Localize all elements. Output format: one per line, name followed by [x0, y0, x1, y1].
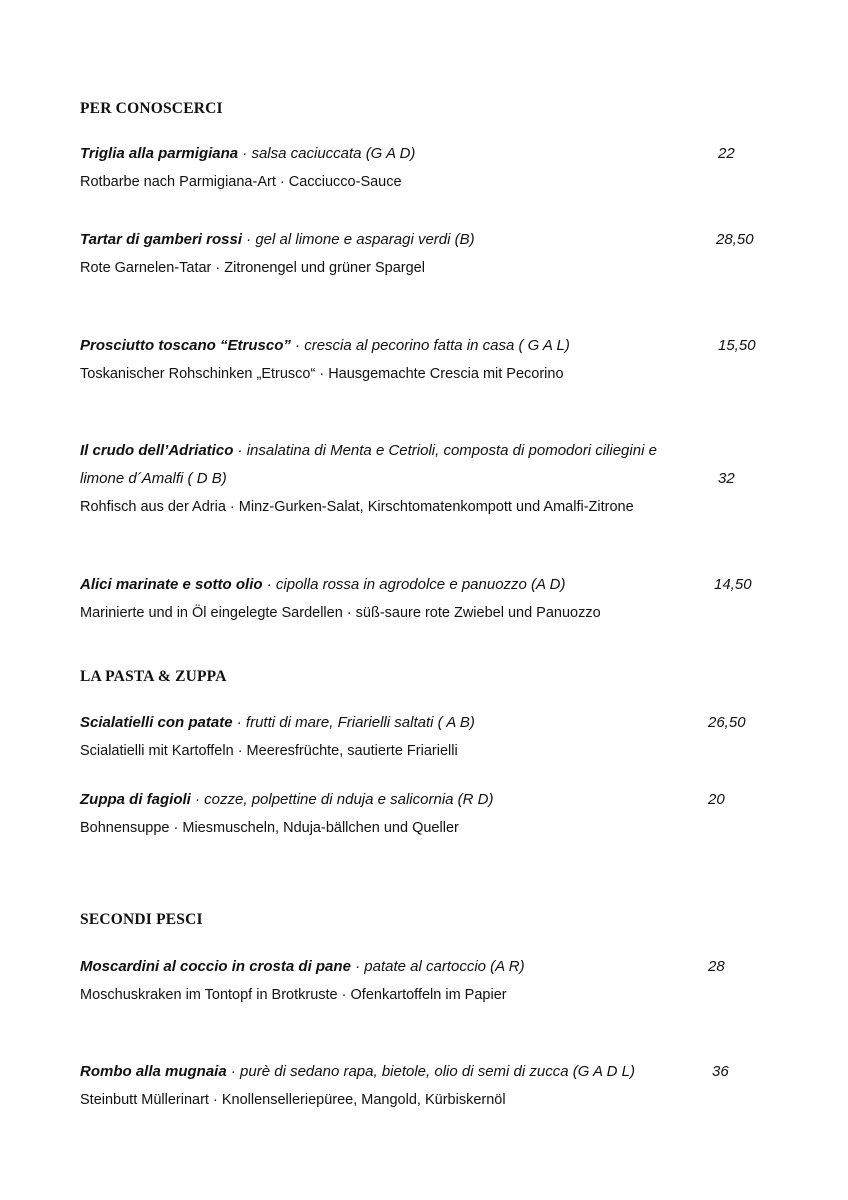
- dish-title: [80, 958, 525, 975]
- dish-name: Rombo alla mugnaia: [80, 1063, 227, 1080]
- dish-title: [80, 791, 494, 808]
- dish-description: crescia al pecorino fatta in casa ( G A L): [304, 337, 570, 354]
- dish-translation: Bohnensuppe · Miesmuscheln, Nduja-bällchen und Queller: [80, 820, 459, 836]
- dish-title: [80, 145, 415, 162]
- separator-dot: ·: [242, 231, 256, 248]
- separator-dot: ·: [350, 958, 365, 975]
- dish-price: 36: [712, 1063, 729, 1080]
- dish-name: Il crudo dell’Adriatico: [80, 442, 234, 459]
- dish-title: [80, 714, 475, 731]
- dish-name: Triglia alla parmigiana: [80, 145, 239, 162]
- dish-name: Prosciutto toscano “Etrusco”: [80, 337, 291, 354]
- separator-dot: ·: [290, 337, 305, 354]
- dish-name: Moscardini al coccio in crosta di pane: [80, 958, 351, 975]
- separator-dot: ·: [226, 1063, 241, 1080]
- dish-price: 15,50: [718, 337, 756, 354]
- dish-title: [80, 576, 566, 593]
- dish-description: cozze, polpettine di nduja e salicornia (R D): [204, 791, 494, 808]
- dish-translation: Rote Garnelen-Tatar · Zitronengel und grüner Spargel: [80, 260, 425, 276]
- dish-price: 20: [708, 791, 725, 808]
- dish-description: frutti di mare, Friarielli saltati ( A B): [245, 714, 475, 731]
- dish-translation: Marinierte und in Öl eingelegte Sardellen · süß-saure rote Zwiebel und Panuozzo: [80, 605, 601, 621]
- separator-dot: ·: [190, 791, 205, 808]
- dish-price: 28,50: [716, 231, 754, 248]
- dish-name: Zuppa di fagioli: [80, 791, 191, 808]
- dish-title: [80, 1063, 635, 1080]
- dish-translation: Scialatielli mit Kartoffeln · Meeresfrüchte, sautierte Friarielli: [80, 743, 458, 759]
- dish-translation: Toskanischer Rohschinken „Etrusco“ · Hausgemachte Crescia mit Pecorino: [80, 366, 564, 382]
- dish-name: Scialatielli con patate: [80, 714, 233, 731]
- section-title-la-pasta-zuppa: LA PASTA & ZUPPA: [80, 668, 227, 685]
- separator-dot: ·: [238, 145, 252, 162]
- dish-translation: Rohfisch aus der Adria · Minz-Gurken-Salat, Kirschtomatenkompott und Amalfi-Zitrone: [80, 499, 634, 515]
- dish-translation: Rotbarbe nach Parmigiana-Art · Cacciucco-Sauce: [80, 174, 402, 190]
- separator-dot: ·: [233, 442, 247, 459]
- dish-description: insalatina di Menta e Cetrioli, composta di pomodori ciliegini e: [246, 442, 657, 459]
- dish-price: 26,50: [708, 714, 746, 731]
- dish-description: purè di sedano rapa, bietole, olio di semi di zucca (G A D L): [240, 1063, 635, 1080]
- dish-description: salsa caciuccata (G A D): [251, 145, 416, 162]
- dish-title: [80, 337, 570, 354]
- dish-price: 22: [718, 145, 735, 162]
- dish-description: cipolla rossa in agrodolce e panuozzo (A D): [275, 576, 566, 593]
- dish-name: Tartar di gamberi rossi: [80, 231, 242, 248]
- separator-dot: ·: [232, 714, 246, 731]
- dish-description: patate al cartoccio (A R): [364, 958, 525, 975]
- dish-translation: Steinbutt Müllerinart · Knollenselleriepüree, Mangold, Kürbiskernöl: [80, 1092, 506, 1108]
- dish-description: gel al limone e asparagi verdi (B): [255, 231, 475, 248]
- dish-price: 32: [718, 470, 735, 487]
- dish-title: [80, 231, 475, 248]
- dish-name: Alici marinate e sotto olio: [80, 576, 263, 593]
- dish-price: 14,50: [714, 576, 752, 593]
- section-title-secondi-pesci: SECONDI PESCI: [80, 911, 203, 928]
- dish-description-continued: limone d´Amalfi ( D B): [80, 470, 227, 487]
- dish-translation: Moschuskraken im Tontopf in Brotkruste · Ofenkartoffeln im Papier: [80, 987, 507, 1003]
- separator-dot: ·: [262, 576, 276, 593]
- section-title-per-conoscerci: PER CONOSCERCI: [80, 100, 223, 117]
- dish-price: 28: [708, 958, 725, 975]
- dish-title: [80, 442, 657, 459]
